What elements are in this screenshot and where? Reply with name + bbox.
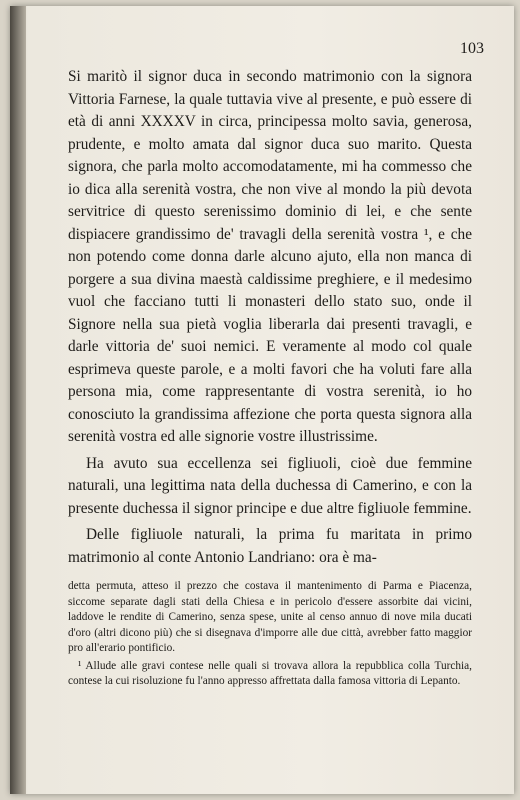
page-gutter-shadow [10,6,26,794]
paragraph-2: Ha avuto sua eccellenza sei figliuoli, cioè due femmine naturali, una legittima nata della duchessa di Camerino, e con la presente duchessa il signor principe e due altre figliuole femmine. [68,454,472,517]
paragraph-1: Si maritò il signor duca in secondo matrimonio con la signora Vittoria Farnese, la quale tuttavia vive al presente, e può essere di età di anni XXXXV in circa, principessa molto savia, generosa, prudente, e molto amata dal signor duca suo marito. Questa signora, che parla molto accomodatamente, mi ha commesso che io dica alla serenità vostra, che non vive al mondo la più devota servitrice di questo serenissimo dominio di lei, e che sente dispiacere grandissimo de' travagli della serenità vostra ¹, e che non potendo come donna darle alcuno ajuto, ella non manca di porgere a sua divina maestà caldissime preghiere, e il medesimo vuol che facciano tutti li monasteri dello stato suo, onde il Signore nella sua pietà voglia liberarla dai presenti travagli, e darle vittoria de' suoi nemici. E veramente al modo col quale esprimeva queste parole, e a molti favori che ha voluti fare alla persona mia, come rappresentante di vostra serenità, io ho conosciuto la grandissima affezione che porta questa signora alla serenità vostra ed alle signorie vostre illustrissime. [68,68,472,445]
footnote-continuation: detta permuta, atteso il prezzo che costava il mantenimento di Parma e Piacenza, siccome separate dagli stati della Chiesa e in pericolo d'essere assorbite dai vicini, laddove le rendite di Camerino, senza spese, unite al censo annuo di nove mila ducati d'oro (altri dicono più) che si disegnava d'imporre alle due città, avrebber fatto maggior pro all'erario pontificio. [68,580,472,654]
page-number: 103 [460,40,484,57]
main-text [68,66,472,569]
footnote-1: ¹ Allude alle gravi contese nelle quali si trovava allora la repubblica colla Turchia, contese la cui risoluzione fu l'anno appresso affrettata dalla famosa vittoria di Lepanto. [68,659,472,687]
paragraph-3: Delle figliuole naturali, la prima fu maritata in primo matrimonio al conte Antonio Landriano: ora è ma- [68,526,472,566]
footnotes [68,579,472,690]
book-page [10,6,514,794]
